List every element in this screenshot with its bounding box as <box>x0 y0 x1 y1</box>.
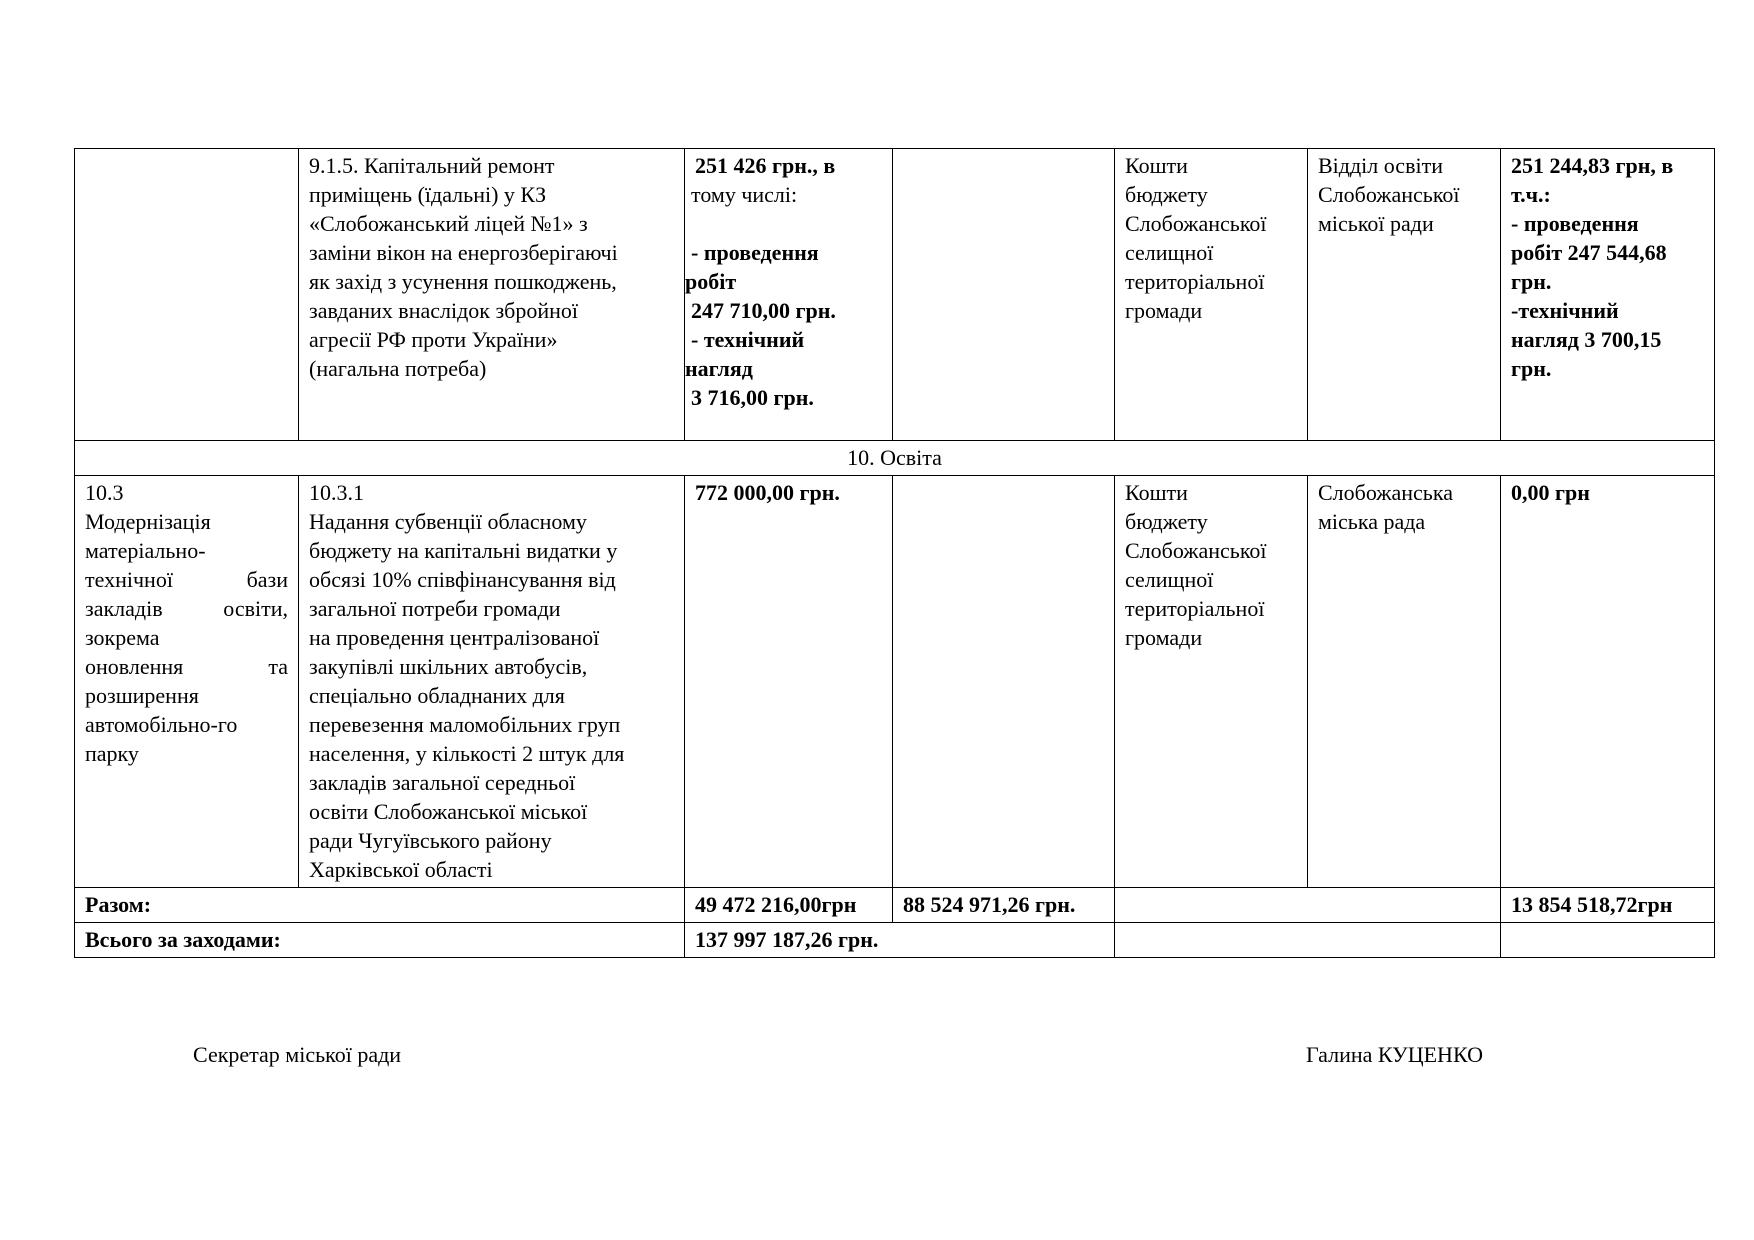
funding-source-line: бюджету <box>1125 182 1208 207</box>
actual-line: - проведення <box>1511 211 1639 236</box>
description-line: завданих внаслідок збройної <box>309 298 579 323</box>
funding-source-line: селищної <box>1125 240 1214 265</box>
measure-line-justified: закладів освіти, <box>85 596 288 621</box>
totals-label: Разом: <box>75 888 685 923</box>
description-line: приміщень (їдальні) у КЗ <box>309 182 547 207</box>
totals-empty-cell <box>1115 888 1501 923</box>
description-line: Харківської області <box>309 857 493 882</box>
planned-line: тому числі: <box>691 182 798 207</box>
planned-amount-suffix: , в <box>812 153 836 178</box>
description-line: на проведення централізованої <box>309 625 600 650</box>
description-line: агресії РФ проти України» <box>309 327 558 352</box>
funding-source-line: Кошти <box>1125 480 1188 505</box>
measure-line: матеріально- <box>85 538 206 563</box>
measure-line: автомобільно-го <box>85 712 238 737</box>
description-line: населення, у кількості 2 штук для <box>309 741 625 766</box>
measure-cell <box>75 476 299 888</box>
totals-row <box>75 888 1715 923</box>
description-line: загальної потреби громади <box>309 596 561 621</box>
funding-source-line: Слобожанської <box>1125 538 1267 563</box>
actual-line: т.ч.: <box>1511 182 1551 207</box>
description-line: перевезення маломобільних груп <box>309 712 621 737</box>
funding-source-cell <box>1115 476 1308 888</box>
grand-total-empty-cell <box>1115 923 1501 958</box>
planned-line: робіт <box>685 269 737 294</box>
section-title: 10. Освіта <box>75 441 1715 476</box>
executor-line: Відділ освіти <box>1318 153 1443 178</box>
actual-amount-cell <box>1501 149 1715 441</box>
grand-total-row <box>75 923 1715 958</box>
actual-amount-cell: 0,00 грн <box>1501 476 1715 888</box>
measure-cell-empty <box>75 149 299 441</box>
measure-line: Модернізація <box>85 509 211 534</box>
funding-source-line: громади <box>1125 298 1203 323</box>
grand-total-value: 137 997 187,26 грн. <box>685 923 1115 958</box>
planned-line: 247 710,00 грн. <box>691 298 836 323</box>
budget-measures-table <box>74 148 1715 958</box>
planned-line: 3 716,00 грн. <box>691 385 814 410</box>
table-row-9-1-5 <box>75 149 1715 441</box>
additional-amount-cell-empty <box>893 476 1115 888</box>
description-line: обсязі 10% співфінансування від <box>309 567 616 592</box>
measure-line: зокрема <box>85 625 160 650</box>
funding-source-line: селищної <box>1125 567 1214 592</box>
actual-line: робіт 247 544,68 <box>1511 240 1667 265</box>
description-line: спеціально обладнаних для <box>309 683 565 708</box>
actual-line: -технічний <box>1511 298 1619 323</box>
totals-actual: 13 854 518,72грн <box>1501 888 1715 923</box>
planned-amount-cell: 772 000,00 грн. <box>685 476 893 888</box>
description-line: 9.1.5. Капітальний ремонт <box>309 153 555 178</box>
funding-source-line: громади <box>1125 625 1203 650</box>
description-line: закладів загальної середньої <box>309 770 576 795</box>
additional-amount-cell-empty <box>893 149 1115 441</box>
executor-cell <box>1308 149 1501 441</box>
description-line: бюджету на капітальні видатки у <box>309 538 618 563</box>
planned-amount-cell <box>685 149 893 441</box>
funding-source-line: територіальної <box>1125 269 1265 294</box>
description-line: (нагальна потреба) <box>309 356 487 381</box>
description-cell <box>299 476 685 888</box>
signature-name: Галина КУЦЕНКО <box>1306 1042 1483 1067</box>
description-line: 10.3.1 <box>309 480 364 505</box>
description-line: заміни вікон на енергозберігаючі <box>309 240 618 265</box>
actual-line: 251 244,83 грн, в <box>1511 153 1674 178</box>
funding-source-line: бюджету <box>1125 509 1208 534</box>
signature-position: Секретар міської ради <box>193 1042 402 1067</box>
planned-line: нагляд <box>685 356 753 381</box>
description-line: Надання субвенції обласному <box>309 509 587 534</box>
funding-source-line: Кошти <box>1125 153 1188 178</box>
executor-line: міська рада <box>1318 509 1426 534</box>
measure-line-justified: оновлення та <box>85 654 288 679</box>
funding-source-cell <box>1115 149 1308 441</box>
actual-line: нагляд 3 700,15 <box>1511 327 1662 352</box>
description-line: освіти Слобожанської міської <box>309 799 588 824</box>
table-row-10-3-1 <box>75 476 1715 888</box>
executor-line: Слобожанська <box>1318 480 1453 505</box>
funding-source-line: територіальної <box>1125 596 1265 621</box>
planned-line <box>685 209 882 238</box>
planned-line: - технічний <box>691 327 805 352</box>
totals-planned: 49 472 216,00грн <box>685 888 893 923</box>
executor-line: Слобожанської <box>1318 182 1460 207</box>
funding-source-line: Слобожанської <box>1125 211 1267 236</box>
measure-line: парку <box>85 741 139 766</box>
grand-total-empty-cell <box>1501 923 1715 958</box>
executor-line: міської ради <box>1318 211 1434 236</box>
description-line: «Слобожанський ліцей №1» з <box>309 211 588 236</box>
measure-code: 10.3 <box>85 480 124 505</box>
measure-line-justified: технічної бази <box>85 567 288 592</box>
description-line: як захід з усунення пошкоджень, <box>309 269 617 294</box>
planned-amount-bold: 251 426 грн. <box>695 153 813 178</box>
section-row <box>75 441 1715 476</box>
measure-line: розширення <box>85 683 199 708</box>
grand-total-label: Всього за заходами: <box>75 923 685 958</box>
description-line: ради Чугуївського району <box>309 828 552 853</box>
actual-line: грн. <box>1511 356 1552 381</box>
actual-line: грн. <box>1511 269 1552 294</box>
executor-cell <box>1308 476 1501 888</box>
totals-additional: 88 524 971,26 грн. <box>893 888 1115 923</box>
description-line: закупівлі шкільних автобусів, <box>309 654 588 679</box>
description-cell <box>299 149 685 441</box>
planned-line: - проведення <box>691 240 819 265</box>
